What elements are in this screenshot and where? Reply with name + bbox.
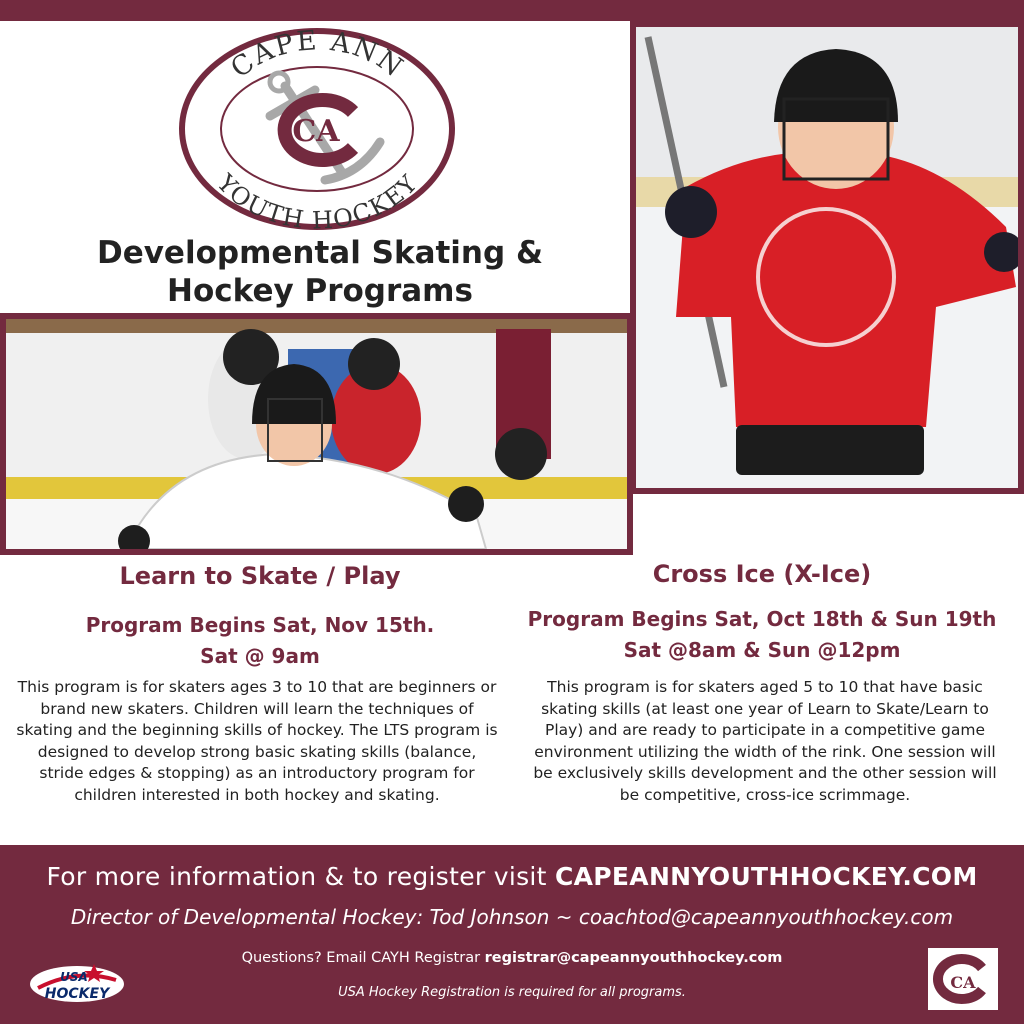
logo-top-text: CAPE ANN xyxy=(225,25,410,85)
top-banner-bar xyxy=(0,0,1024,21)
cross-ice-begins: Program Begins Sat, Oct 18th & Sun 19th xyxy=(527,607,997,631)
website-link[interactable]: CAPEANNYOUTHHOCKEY.COM xyxy=(555,862,978,891)
logo-monogram: CA xyxy=(292,114,340,149)
cross-ice-schedule xyxy=(505,604,1019,666)
registrar-email-link[interactable]: registrar@capeannyouthhockey.com xyxy=(484,950,783,966)
learn-to-skate-description: This program is for skaters ages 3 to 10 that are beginners or brand new skaters. Children will learn the techniques of skating and the beginning skills of hockey. The LTS program is designed to develop strong basic skating skills (balance, stride edges & stopping) as an introductory program for children interested in both hockey and skating. xyxy=(16,678,498,804)
usa-hockey-note: USA Hockey Registration is required for all programs. xyxy=(338,985,686,1000)
cross-ice-description: This program is for skaters aged 5 to 10 that have basic skating skills (at least one year of Learn to Skate/Learn to Play) and are ready to participate in a competitive game environment utilizing the width of the rink. One session will be exclusively skills development and the other session will be competitive, cross-ice scrimmage. xyxy=(533,678,997,804)
cross-ice-time: Sat @8am & Sun @12pm xyxy=(623,638,901,662)
cross-ice-title: Cross Ice (X-Ice) xyxy=(652,560,872,588)
headline-line-2: Hockey Programs xyxy=(167,273,473,309)
cross-ice-section xyxy=(515,560,1009,588)
page-headline xyxy=(20,234,620,310)
usa-logo-bottom-text: HOCKEY xyxy=(44,986,110,1002)
learn-to-skate-section xyxy=(20,562,500,590)
questions-line xyxy=(0,950,1024,966)
badge-monogram: CA xyxy=(950,973,976,992)
director-contact: Director of Developmental Hockey: Tod Johnson ~ coachtod@capeannyouthhockey.com xyxy=(70,905,954,929)
usa-hockey-logo xyxy=(28,958,126,1006)
cape-ann-logo xyxy=(175,24,460,234)
learn-to-skate-title: Learn to Skate / Play xyxy=(119,562,401,590)
logo-bottom-text: YOUTH HOCKEY xyxy=(211,168,424,234)
register-info-prefix: For more information & to register visit xyxy=(46,862,555,891)
group-skaters-photo xyxy=(6,319,627,549)
usa-logo-top-text: USA xyxy=(60,970,88,984)
learn-to-skate-time: Sat @ 9am xyxy=(200,644,320,668)
register-info-line xyxy=(0,862,1024,891)
learn-to-skate-begins: Program Begins Sat, Nov 15th. xyxy=(85,613,435,637)
player-red-jersey-photo xyxy=(636,27,1018,488)
learn-to-skate-schedule xyxy=(20,610,500,672)
questions-prefix: Questions? Email CAYH Registrar xyxy=(241,950,485,966)
headline-line-1: Developmental Skating & xyxy=(96,235,544,271)
ca-monogram-badge xyxy=(928,948,998,1010)
